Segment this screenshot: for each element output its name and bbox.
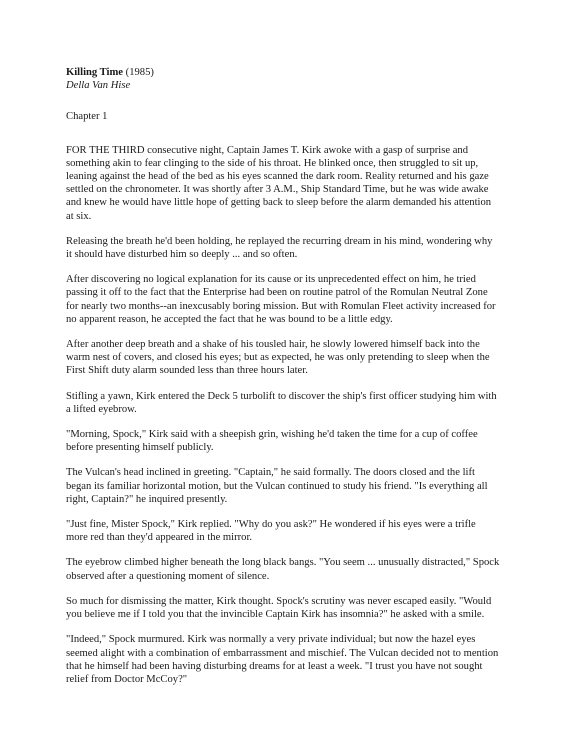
paragraph: "Morning, Spock," Kirk said with a sheepish grin, wishing he'd taken the time for a cup of coffee before presenting himself publicly.: [66, 429, 478, 454]
chapter-heading: Chapter 1: [66, 111, 108, 123]
document-author: Della Van Hise: [66, 80, 131, 92]
paragraph: After another deep breath and a shake of his tousled hair, he slowly lowered himself back into the warm nest of covers, and closed his eyes; but as expected, he was only pretending to sleep when the First Shift duty alarm sounded less than three hours later.: [66, 339, 490, 377]
paragraph: After discovering no logical explanation for its cause or its unprecedented effect on him, he tried passing it off to the fact that the Enterprise had been on routine patrol of the Romulan Neutral Zone for nearly two months--an inexcusably boring mission. But with Romulan Fleet activity increased for no apparent reason, he accepted the fact that he was bound to be a little edgy.: [66, 274, 496, 325]
document-year: (1985): [125, 67, 154, 78]
paragraph: The Vulcan's head inclined in greeting. "Captain," he said formally. The doors closed and the lift began its familiar horizontal motion, but the Vulcan continued to study his friend. "Is everything all right, Captain?" he inquired presently.: [66, 467, 488, 505]
paragraph: The eyebrow climbed higher beneath the long black bangs. "You seem ... unusually distracted," Spock observed after a questioning moment of silence.: [66, 557, 500, 582]
paragraph: "Indeed," Spock murmured. Kirk was normally a very private individual; but now the hazel eyes seemed alight with a combination of embarrassment and mischief. The Vulcan decided not to mention that he himself had been having disturbing dreams for at least a week. "I trust you have not sought relief from Doctor McCoy?": [66, 634, 499, 685]
paragraph: Stifling a yawn, Kirk entered the Deck 5 turbolift to discover the ship's first officer studying him with a lifted eyebrow.: [66, 390, 497, 415]
paragraph: "Just fine, Mister Spock," Kirk replied. "Why do you ask?" He wondered if his eyes were a trifle more red than they'd appeared in the mirror.: [66, 519, 476, 544]
paragraph: FOR THE THIRD consecutive night, Captain James T. Kirk awoke with a gasp of surprise and something akin to fear clinging to the side of his throat. He blinked once, then struggled to sit up, leaning against the head of the bed as his eyes scanned the dark room. Reality returned and his gaze settled on the chronometer. It was shortly after 3 A.M., Ship Standard Time, but he was wide awake and knew he would have little hope of getting back to sleep before the alarm demanded his attention at six.: [66, 144, 492, 222]
paragraph: Releasing the breath he'd been holding, he replayed the recurring dream in his mind, wondering why it should have disturbed him so deeply ... and so often.: [66, 235, 493, 261]
document-title: Killing Time: [66, 67, 124, 78]
title-line: [66, 66, 500, 79]
document-body: [66, 66, 500, 698]
paragraph: So much for dismissing the matter, Kirk thought. Spock's scrutiny was never escaped easily. "Would you believe me if I told you that the invincible Captain Kirk has insomnia?" he asked with a smile.: [66, 595, 492, 621]
